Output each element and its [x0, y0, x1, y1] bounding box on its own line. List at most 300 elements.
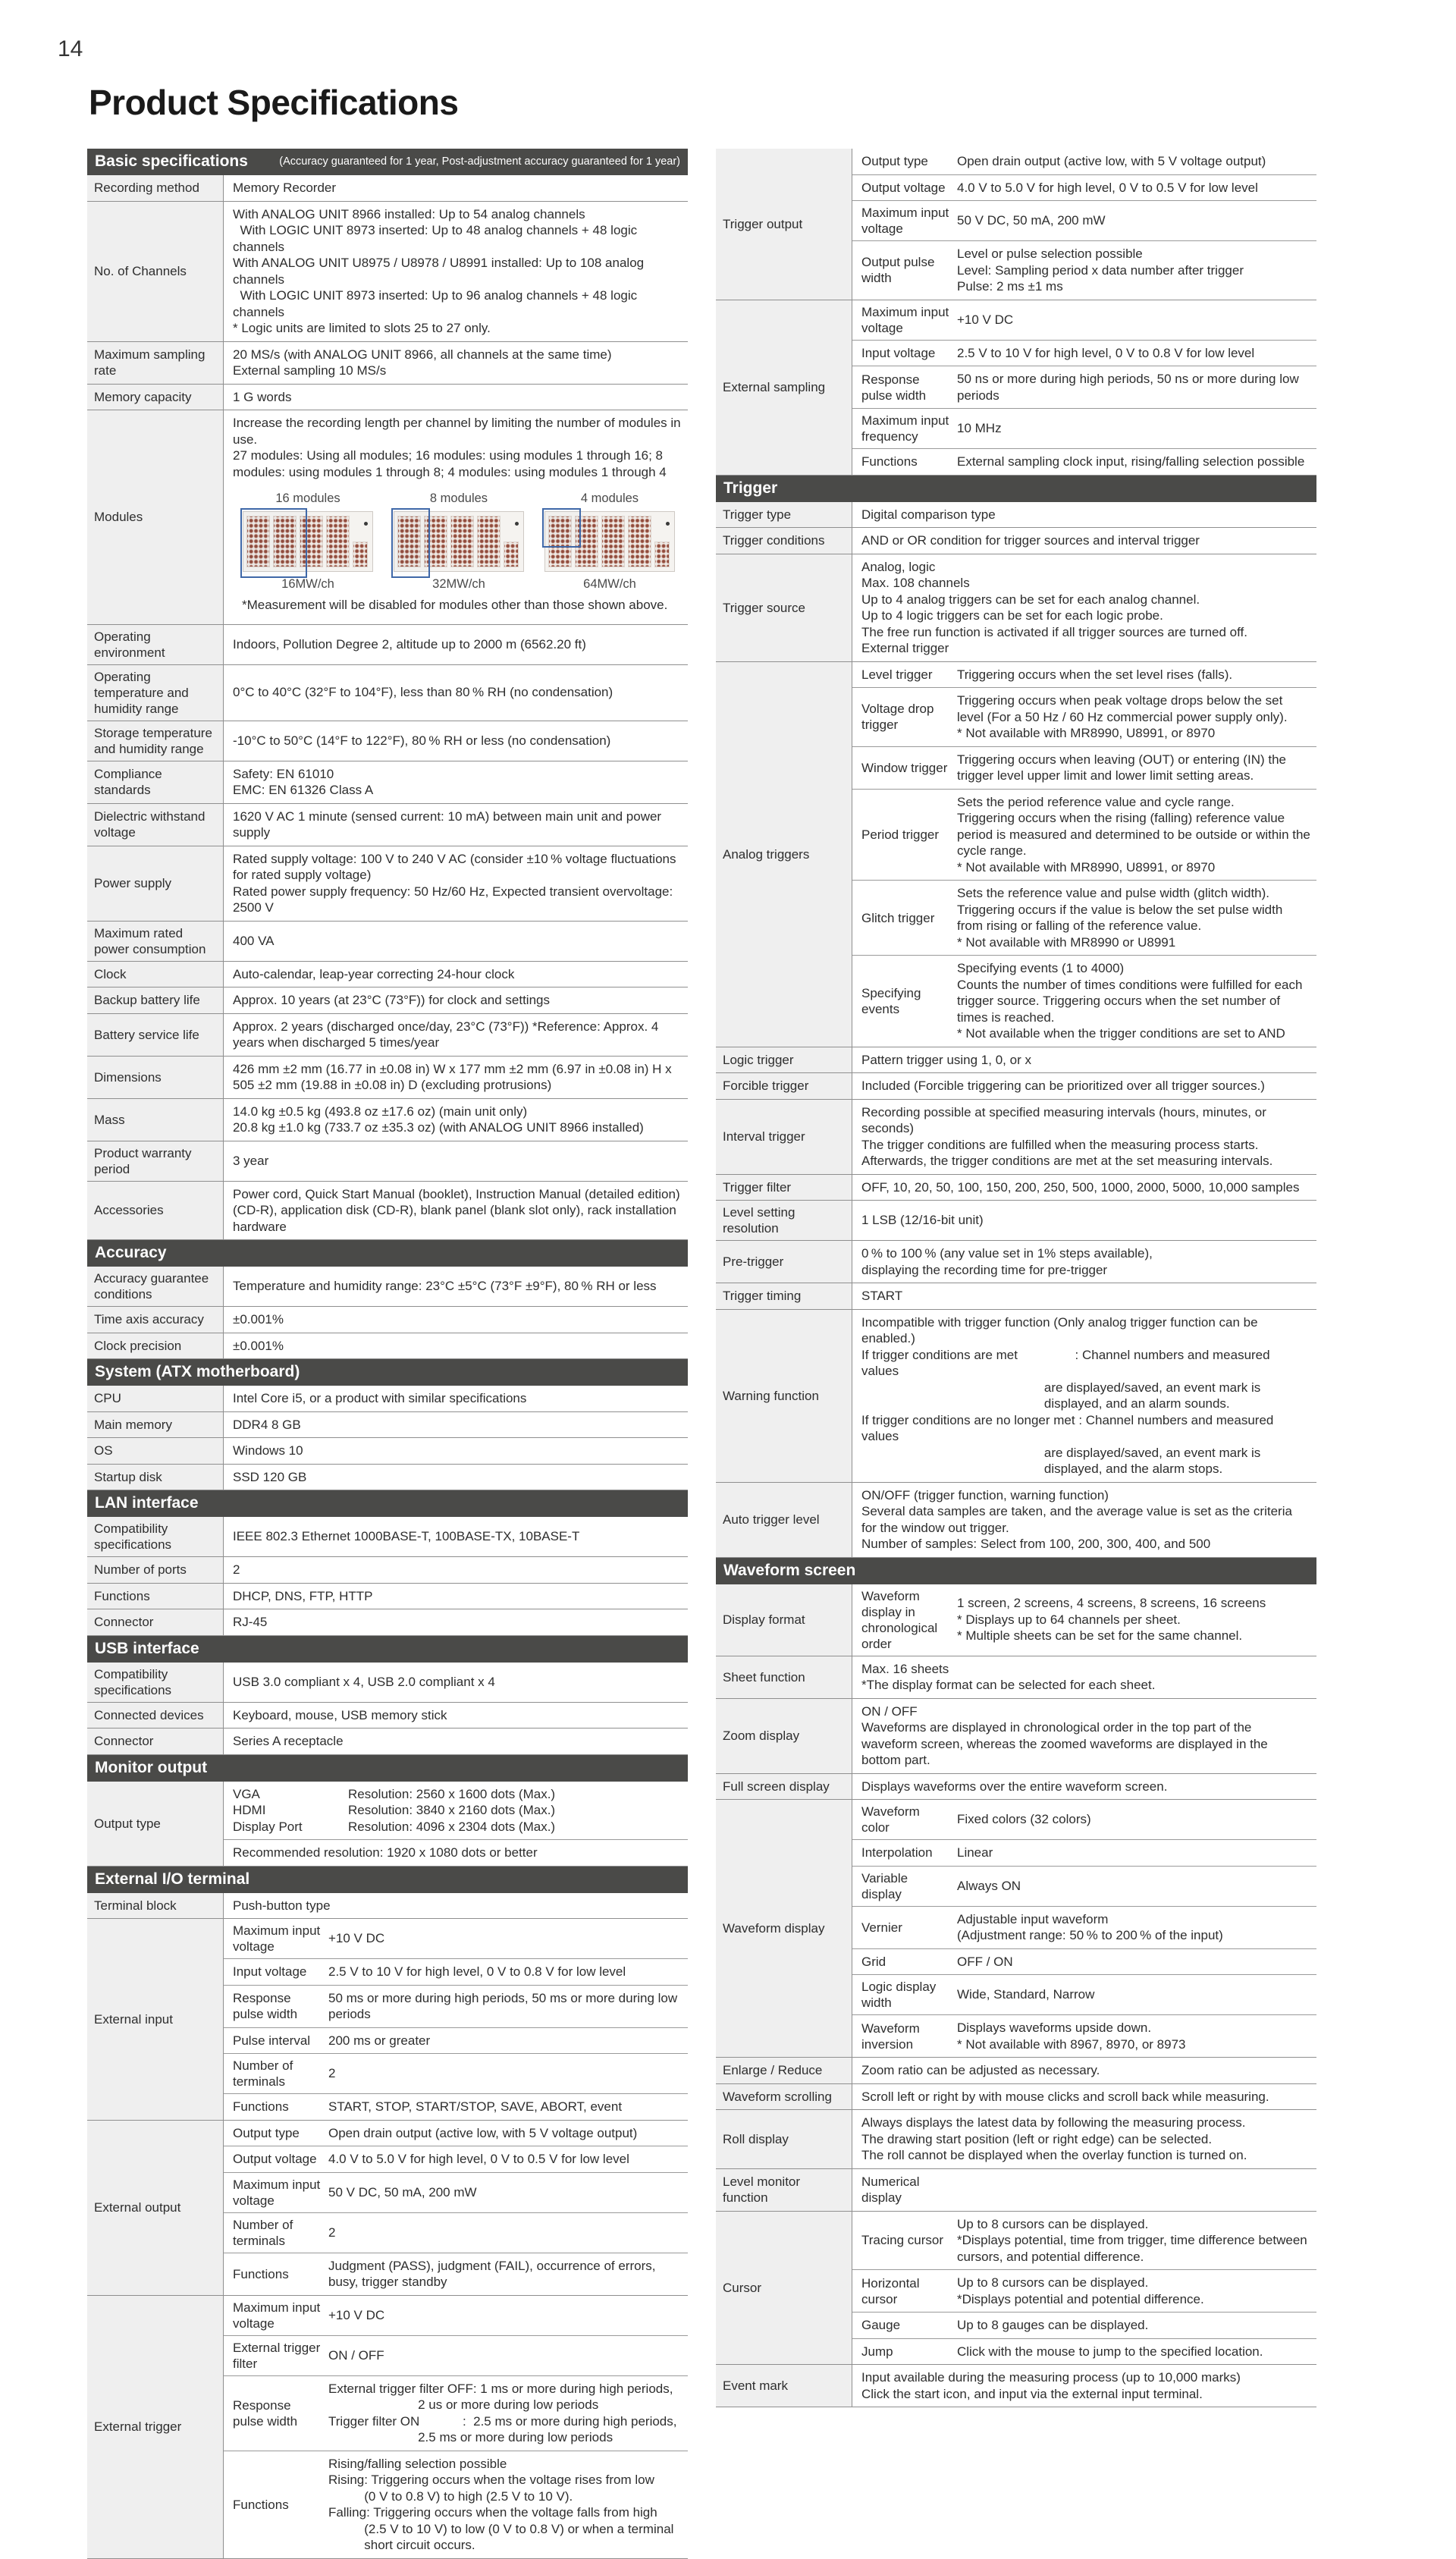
module-indicator-dot [515, 522, 519, 526]
spec-row [87, 1181, 688, 1240]
row-value [224, 1141, 688, 1181]
row-value [224, 385, 688, 410]
spec-section-table [716, 1584, 1316, 2408]
row-label: Operating environment [87, 625, 224, 664]
section-header-label: USB interface [95, 1639, 199, 1657]
value-line: Sets the period reference value and cycle range. [957, 794, 1235, 809]
value-line: are displayed/saved, an event mark is [861, 1380, 1261, 1395]
row-label: Backup battery life [87, 987, 224, 1013]
spec-row [87, 921, 688, 961]
row-label: Trigger filter [716, 1175, 852, 1201]
spec-subrow [852, 300, 1316, 340]
spec-subrow [224, 1782, 688, 1840]
value-line: The roll cannot be displayed when the overlay function is turned on. [861, 2148, 1247, 2162]
row-label: Roll display [716, 2110, 852, 2168]
value-line: With ANALOG UNIT U8975 / U8978 / U8991 installed: Up to 108 analog channels [233, 256, 648, 287]
value-line: Level: Sampling period x data number after trigger [957, 262, 1244, 278]
row-value [852, 1584, 1316, 1656]
value-line: ±0.001% [233, 1312, 284, 1327]
value-line: (Adjustment range: 50 % to 200 % of the input) [957, 1928, 1223, 1942]
spec-row [716, 661, 1316, 1047]
value-line: short circuit occurs. [328, 2538, 475, 2552]
value-line: 20 MS/s (with ANALOG UNIT 8966, all channels at the same time) [233, 347, 612, 362]
subrow-label: Output voltage [233, 2152, 317, 2167]
value-line: +10 V DC [957, 312, 1014, 327]
module-highlight-box [542, 508, 581, 548]
subrow-value [952, 2339, 1316, 2365]
row-label: Cursor [716, 2212, 852, 2365]
module-caption-top: 4 modules [580, 491, 639, 505]
subrow-value [952, 341, 1316, 366]
value-line: Up to 4 analog triggers can be set for each analog channel. [861, 592, 1200, 607]
row-value [852, 2212, 1316, 2365]
pair-term: HDMI [233, 1803, 266, 1817]
value-line: 2 [328, 2066, 336, 2081]
subrow-label: Variable display [861, 1870, 908, 1901]
value-line: Triggering occurs when the set level rises (falls). [957, 667, 1233, 682]
subrow-value [324, 1959, 688, 1985]
value-line: ±0.001% [233, 1338, 284, 1353]
value-line: START, STOP, START/STOP, SAVE, ABORT, event [328, 2099, 623, 2114]
pair-description: Resolution: 4096 x 2304 dots (Max.) [348, 1819, 556, 1834]
spec-row [716, 2168, 1316, 2211]
subrow-value [324, 2054, 688, 2093]
subrow-value [324, 2451, 688, 2558]
value-line: Intel Core i5, or a product with similar specifications [233, 1391, 527, 1405]
spec-section-table [716, 502, 1316, 1558]
subrow-label: Waveform color [861, 1804, 920, 1835]
subrow-value [952, 300, 1316, 340]
subrow-value [952, 881, 1316, 955]
spec-row [87, 1583, 688, 1609]
spec-row [87, 961, 688, 987]
page-title: Product Specifications [89, 83, 459, 122]
row-label: External output [87, 2121, 224, 2295]
value-line: * Not available with MR8990, U8991, or 8970 [957, 859, 1216, 874]
row-label: Accuracy guarantee conditions [87, 1267, 224, 1306]
subrow-label: Maximum input frequency [861, 413, 949, 444]
row-value [224, 804, 688, 846]
subrow-value [952, 1949, 1316, 1975]
row-value [224, 922, 688, 961]
row-label: External sampling [716, 300, 852, 475]
row-label: Zoom display [716, 1699, 852, 1773]
row-label: Dielectric withstand voltage [87, 804, 224, 846]
row-label: Output type [87, 1782, 224, 1866]
row-value [224, 846, 688, 921]
row-value [224, 1333, 688, 1359]
spec-row [87, 721, 688, 761]
row-label: Compliance standards [87, 761, 224, 803]
value-line: Triggering occurs when peak voltage drops below the set level (For a 50 Hz / 60 Hz commercial power supply only). [957, 693, 1288, 724]
value-line: Safety: EN 61010 [233, 766, 334, 781]
row-label: CPU [87, 1386, 224, 1411]
spec-subrow [852, 746, 1316, 789]
spec-subrow [852, 200, 1316, 240]
section-header-label: System (ATX motherboard) [95, 1363, 300, 1380]
value-line: 4.0 V to 5.0 V for high level, 0 V to 0.5 V for low level [328, 2152, 629, 2166]
subrow-label: Functions [233, 2099, 289, 2115]
subrow-value [324, 1919, 688, 1958]
spec-subrow [852, 789, 1316, 881]
row-label: Product warranty period [87, 1141, 224, 1181]
subrow-label: Waveform inversion [861, 2021, 920, 2052]
module-item [239, 491, 377, 592]
section-header-label: External I/O terminal [95, 1870, 250, 1888]
subrow-label: Response pulse width [233, 1991, 298, 2021]
value-line: 426 mm ±2 mm (16.77 in ±0.08 in) W x 177 mm ±2 mm (6.97 in ±0.08 in) H x 505 ±2 mm (19.88 in ±0.08 in) D (excluding protrusions) [233, 1061, 676, 1092]
value-line: 2.5 ms or more during low periods [328, 2430, 613, 2444]
row-value [224, 761, 688, 803]
spec-row [87, 1556, 688, 1583]
value-line: 20.8 kg ±1.0 kg (733.7 oz ±35.3 oz) (with ANALOG UNIT 8966 installed) [233, 1120, 644, 1135]
spec-subrow [852, 149, 1316, 174]
subrow-label: Output type [233, 2125, 300, 2140]
value-line: Rising: Triggering occurs when the voltage rises from low [328, 2473, 654, 2487]
spec-columns [87, 149, 1316, 2559]
spec-subrow [852, 174, 1316, 201]
spec-row [716, 1309, 1316, 1482]
row-label: Maximum rated power consumption [87, 922, 224, 961]
spec-row [87, 1918, 688, 2120]
subrow-value [324, 2253, 688, 2295]
spec-section-table [87, 1386, 688, 1490]
row-value [224, 962, 688, 987]
spec-subrow [224, 2053, 688, 2093]
row-value [224, 410, 688, 624]
value-line: Series A receptacle [233, 1734, 344, 1748]
spec-row [716, 1482, 1316, 1557]
spec-subrow [224, 2146, 688, 2172]
spec-row [716, 2364, 1316, 2407]
page-number: 14 [58, 36, 83, 61]
row-value [224, 1782, 688, 1866]
spec-section-table [87, 1782, 688, 1867]
spec-row [87, 1782, 688, 1866]
spec-row [87, 175, 688, 201]
subrow-value [952, 2313, 1316, 2338]
subrow-label: Response pulse width [861, 372, 927, 403]
section-header-label: Monitor output [95, 1758, 208, 1776]
value-line: 0 % to 100 % (any value set in 1% steps available), [861, 1246, 1153, 1261]
subrow-value [324, 2376, 688, 2451]
value-line: 0°C to 40°C (32°F to 104°F), less than 80 % RH (no condensation) [233, 685, 613, 700]
module-caption-bottom: 16MW/ch [281, 576, 334, 591]
row-label: Storage temperature and humidity range [87, 721, 224, 761]
row-label: Dimensions [87, 1057, 224, 1098]
value-line: Trigger filter ON : 2.5 ms or more during high periods, [328, 2413, 677, 2429]
row-label: Trigger conditions [716, 528, 852, 554]
subrow-value [952, 688, 1316, 746]
row-value [224, 342, 688, 384]
value-line: Digital comparison type [861, 507, 996, 522]
subrow-value [324, 2028, 688, 2054]
subrow-label: Functions [233, 2266, 289, 2281]
row-value [224, 2121, 688, 2295]
section-header-label: Trigger [723, 479, 778, 497]
value-line: Click with the mouse to jump to the specified location. [957, 2344, 1263, 2359]
subrow-label: Maximum input voltage [233, 1923, 321, 1954]
section-header [87, 1240, 688, 1267]
value-line: External sampling clock input, rising/falling selection possible [957, 454, 1305, 469]
spec-row [87, 1609, 688, 1635]
value-line: Fixed colors (32 colors) [957, 1812, 1091, 1827]
subrow-label: Maximum input voltage [861, 206, 949, 236]
row-value [852, 1073, 1316, 1099]
value-line: Pattern trigger using 1, 0, or x [861, 1052, 1031, 1067]
row-label: Clock precision [87, 1333, 224, 1359]
value-line: 400 VA [233, 933, 275, 948]
module-item [541, 491, 679, 592]
value-line: displaying the recording time for pre-trigger [861, 1262, 1108, 1277]
value-line: 1 LSB (12/16-bit unit) [861, 1213, 984, 1228]
row-value [852, 1241, 1316, 1283]
spec-row [716, 1174, 1316, 1201]
spec-section-table [87, 1663, 688, 1755]
row-label: Recording method [87, 175, 224, 201]
value-line: Up to 8 cursors can be displayed. [957, 2275, 1149, 2290]
row-value [224, 1729, 688, 1754]
subrow-value [952, 956, 1316, 1047]
value-line: Analog, logic [861, 559, 936, 574]
spec-row [87, 1663, 688, 1702]
value-line: *Displays potential, time from trigger, time difference between cursors, and potential difference. [957, 2233, 1311, 2264]
row-label: Enlarge / Reduce [716, 2058, 852, 2083]
value-line: Zoom ratio can be adjusted as necessary. [861, 2063, 1100, 2077]
row-label: Display format [716, 1584, 852, 1656]
subrow-label: External trigger filter [233, 2340, 321, 2371]
value-line: DDR4 8 GB [233, 1417, 301, 1432]
spec-subrow [852, 2014, 1316, 2057]
spec-section-table [716, 149, 1316, 476]
value-line: Sets the reference value and pulse width (glitch width). [957, 886, 1270, 900]
value-line: AND or OR condition for trigger sources and interval trigger [861, 533, 1200, 548]
subrow-label: Logic display width [861, 1980, 937, 2010]
subrow-value [324, 2296, 688, 2335]
row-label: Connector [87, 1729, 224, 1754]
value-line: *The display format can be selected for each sheet. [861, 1678, 1156, 1692]
subrow-value [224, 1782, 688, 1840]
spec-row [716, 2109, 1316, 2168]
spec-row [716, 300, 1316, 475]
value-line: Level or pulse selection possible [957, 246, 1143, 261]
value-line: displayed, and an alarm sounds. [861, 1396, 1230, 1411]
value-line: 50 ms or more during high periods, 50 ms or more during low periods [328, 1990, 681, 2021]
module-item [390, 491, 528, 592]
subrow-label: Functions [861, 454, 918, 469]
row-value [852, 2084, 1316, 2110]
spec-subrow [224, 1839, 688, 1866]
spec-subrow [852, 2269, 1316, 2312]
spec-row [87, 341, 688, 384]
module-side-column [654, 516, 671, 567]
section-header [87, 149, 688, 175]
spec-row [87, 1702, 688, 1729]
value-line: Keyboard, mouse, USB memory stick [233, 1707, 447, 1722]
section-header-label: Basic specifications [95, 152, 248, 170]
row-label: Trigger timing [716, 1283, 852, 1309]
subrow-value [952, 149, 1316, 174]
value-line: With LOGIC UNIT 8973 inserted: Up to 48 analog channels + 48 logic channels [233, 223, 641, 254]
row-label: Event mark [716, 2365, 852, 2407]
row-value [224, 625, 688, 664]
value-line: If trigger conditions are met : Channel numbers and measured values [861, 1347, 1274, 1378]
spec-row [87, 2120, 688, 2295]
row-value [852, 554, 1316, 661]
value-line: OFF, 10, 20, 50, 100, 150, 200, 250, 500, 1000, 2000, 5000, 10,000 samples [861, 1179, 1300, 1195]
value-line: Rising/falling selection possible [328, 2456, 507, 2471]
value-line: Afterwards, the trigger conditions are met at the set measuring intervals. [861, 1154, 1273, 1168]
spec-section-table [87, 1267, 688, 1359]
row-value [852, 1175, 1316, 1201]
value-line: SSD 120 GB [233, 1469, 307, 1484]
spec-row [87, 1056, 688, 1098]
section-header [716, 1558, 1316, 1584]
subrow-label: Output pulse width [861, 255, 935, 286]
value-line: Numerical [861, 2174, 920, 2189]
spec-subrow [224, 1985, 688, 2027]
spec-subrow [852, 1948, 1316, 1975]
value-line: RJ-45 [233, 1615, 268, 1629]
spec-row [87, 1267, 688, 1306]
value-line: Wide, Standard, Narrow [957, 1987, 1095, 2002]
value-line: ON / OFF [328, 2347, 384, 2363]
row-value [852, 528, 1316, 554]
value-line: Included (Forcible triggering can be prioritized over all trigger sources.) [861, 1079, 1265, 1093]
spec-row [87, 2295, 688, 2558]
spec-row [87, 1333, 688, 1359]
section-header-note: (Accuracy guaranteed for 1 year, Post-adjustment accuracy guaranteed for 1 year) [279, 155, 680, 168]
row-value [224, 1703, 688, 1729]
value-line: 1 screen, 2 screens, 4 screens, 8 screens, 16 screens [957, 1596, 1266, 1611]
subrow-label: Output type [861, 154, 928, 169]
value-line: * Not available with 8967, 8970, or 8973 [957, 2036, 1186, 2052]
spec-row [87, 803, 688, 846]
spec-row [87, 1013, 688, 1056]
spec-subrow [224, 2296, 688, 2335]
row-label: External trigger [87, 2296, 224, 2558]
row-value [852, 149, 1316, 300]
spec-subrow [852, 240, 1316, 300]
spec-row [716, 1698, 1316, 1773]
value-line: Open drain output (active low, with 5 V voltage output) [957, 154, 1266, 168]
row-value [224, 1099, 688, 1141]
value-line: Push-button type [233, 1898, 331, 1913]
module-connector-block [450, 516, 474, 567]
value-line: Up to 4 logic triggers can be set for each logic probe. [861, 608, 1163, 623]
row-value [224, 1267, 688, 1306]
section-header [87, 1636, 688, 1663]
value-line: Several data samples are taken, and the average value is set as the criteria for the window out trigger. [861, 1504, 1296, 1535]
module-side-column [353, 516, 369, 567]
spec-subrow [852, 1800, 1316, 1839]
spec-subrow [852, 1974, 1316, 2014]
spec-row [716, 1584, 1316, 1656]
value-line: Pulse: 2 ms ±1 ms [957, 279, 1063, 294]
module-mini-connector-block [504, 542, 519, 567]
module-connector-block [628, 516, 651, 567]
module-mini-connector-block [654, 542, 670, 567]
row-label: Startup disk [87, 1465, 224, 1490]
subrow-value [952, 747, 1316, 789]
row-label: Sheet function [716, 1656, 852, 1698]
row-value [852, 2365, 1316, 2407]
row-label: Trigger type [716, 502, 852, 528]
row-label: Interval trigger [716, 1100, 852, 1174]
subrow-label: Number of terminals [233, 2217, 293, 2248]
row-label: Time axis accuracy [87, 1307, 224, 1333]
spec-section-table [87, 1517, 688, 1636]
modules-footnote: *Measurement will be disabled for modules other than those shown above. [242, 598, 668, 612]
row-value [224, 175, 688, 201]
value-line: Auto-calendar, leap-year correcting 24-hour clock [233, 966, 515, 981]
spec-subrow [852, 955, 1316, 1047]
row-label: Terminal block [87, 1893, 224, 1919]
row-label: Auto trigger level [716, 1483, 852, 1557]
value-line: 1620 V AC 1 minute (sensed current: 10 mA) between main unit and power supply [233, 809, 665, 840]
value-line: displayed, and the alarm stops. [861, 1462, 1223, 1476]
row-label: Memory capacity [87, 385, 224, 410]
spec-row [716, 2211, 1316, 2365]
spec-subrow [224, 2172, 688, 2212]
subrow-label: Horizontal cursor [861, 2275, 920, 2306]
module-panel-image [394, 511, 524, 572]
spec-subrow [852, 366, 1316, 408]
spec-row [716, 1240, 1316, 1283]
spec-section-table [87, 175, 688, 1240]
value-line: +10 V DC [328, 2307, 385, 2322]
value-line: 50 ns or more during high periods, 50 ns or more during low periods [957, 372, 1303, 403]
spec-row [87, 1517, 688, 1556]
spec-subrow [852, 1906, 1316, 1948]
value-line: 4.0 V to 5.0 V for high level, 0 V to 0.5 V for low level [957, 180, 1258, 195]
spec-subrow [852, 408, 1316, 448]
subrow-value [324, 2094, 688, 2120]
row-value [852, 502, 1316, 528]
row-value [224, 665, 688, 721]
spec-row [716, 1799, 1316, 2057]
row-label: Waveform scrolling [716, 2084, 852, 2110]
spec-subrow [852, 1866, 1316, 1906]
row-value [852, 300, 1316, 475]
value-pair-line [233, 1819, 682, 1835]
subrow-value [952, 790, 1316, 881]
spec-row [87, 201, 688, 341]
value-line: 1 G words [233, 389, 292, 404]
row-value [224, 1517, 688, 1556]
subrow-value [324, 2173, 688, 2212]
spec-row [716, 1656, 1316, 1698]
value-line: 50 V DC, 50 mA, 200 mW [957, 213, 1106, 228]
spec-subrow [224, 2027, 688, 2054]
module-caption-top: 8 modules [429, 491, 488, 505]
spec-row [716, 1047, 1316, 1073]
row-value [852, 1774, 1316, 1800]
module-mini-connector-block [353, 542, 368, 567]
row-value [852, 1047, 1316, 1073]
value-line: * Multiple sheets can be set for the same channel. [957, 1628, 1243, 1644]
value-line: Rated supply voltage: 100 V to 240 V AC (consider ±10 % voltage fluctuations for rated supply voltage) [233, 851, 680, 882]
value-line: (0 V to 0.8 V) to high (2.5 V to 10 V). [328, 2488, 573, 2504]
row-label: Trigger output [716, 149, 852, 300]
row-value [224, 1014, 688, 1056]
subrow-value [952, 1840, 1316, 1866]
module-indicator-dot [364, 522, 368, 526]
value-line: Rated power supply frequency: 50 Hz/60 Hz, Expected transient overvoltage: 2500 V [233, 884, 676, 915]
spec-subrow [852, 1584, 1316, 1656]
row-value [224, 1465, 688, 1490]
subrow-value [324, 2336, 688, 2375]
